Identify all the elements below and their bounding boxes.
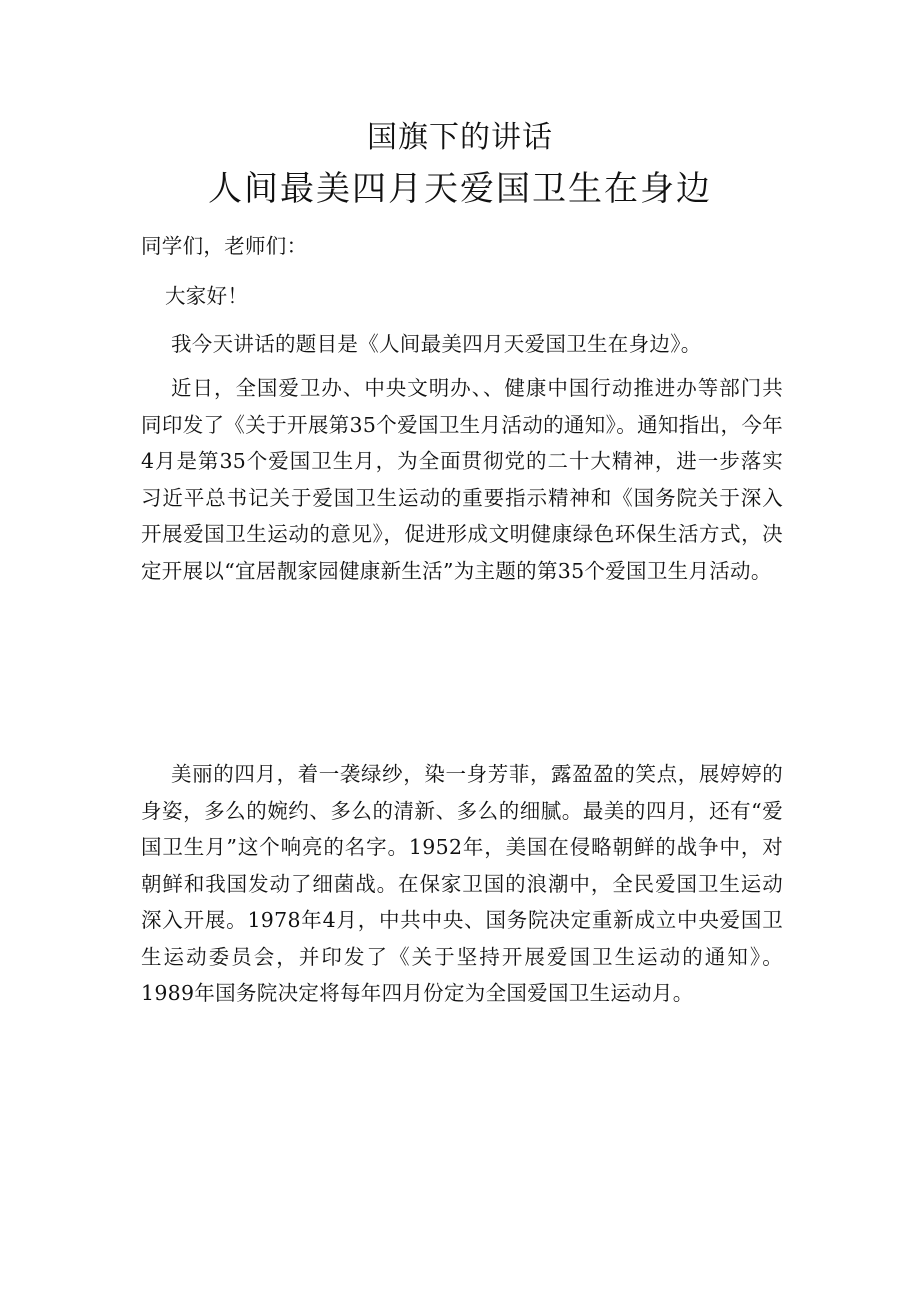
- paragraph-history: 美丽的四月，着一袭绿纱，染一身芳菲，露盈盈的笑点，展婷婷的身姿，多么的婉约、多么的清新、多么的细腻。最美的四月，还有“爱国卫生月”这个响亮的名字。1952年，美国在侵略朝鲜的战争中，对朝鲜和我国发动了细菌战。在保家卫国的浪潮中，全民爱国卫生运动深入开展。1978年4月，中共中央、国务院决定重新成立中央爱国卫生运动委员会，并印发了《关于坚持开展爱国卫生运动的通知》。1989年国务院决定将每年四月份定为全国爱国卫生运动月。: [141, 762, 783, 1005]
- speech-heading: 国旗下的讲话: [367, 120, 553, 155]
- speech-title: 人间最美四月天爱国卫生在身边: [208, 169, 712, 209]
- topic-sentence: 我今天讲话的题目是《人间最美四月天爱国卫生在身边》。: [171, 332, 702, 356]
- paragraph-notice: 近日，全国爱卫办、中央文明办、、健康中国行动推进办等部门共同印发了《关于开展第35个爱国卫生月活动的通知》。通知指出，今年4月是第35个爱国卫生月，为全面贯彻党的二十大精神，进一步落实习近平总书记关于爱国卫生运动的重要指示精神和《国务院关于深入开展爱国卫生运动的意见》，促进形成文明健康绿色环保生活方式，决定开展以“宜居靓家园健康新生活”为主题的第35个爱国卫生月活动。: [141, 376, 783, 583]
- greeting: 大家好！: [165, 284, 249, 308]
- salutation: 同学们，老师们：: [141, 234, 308, 258]
